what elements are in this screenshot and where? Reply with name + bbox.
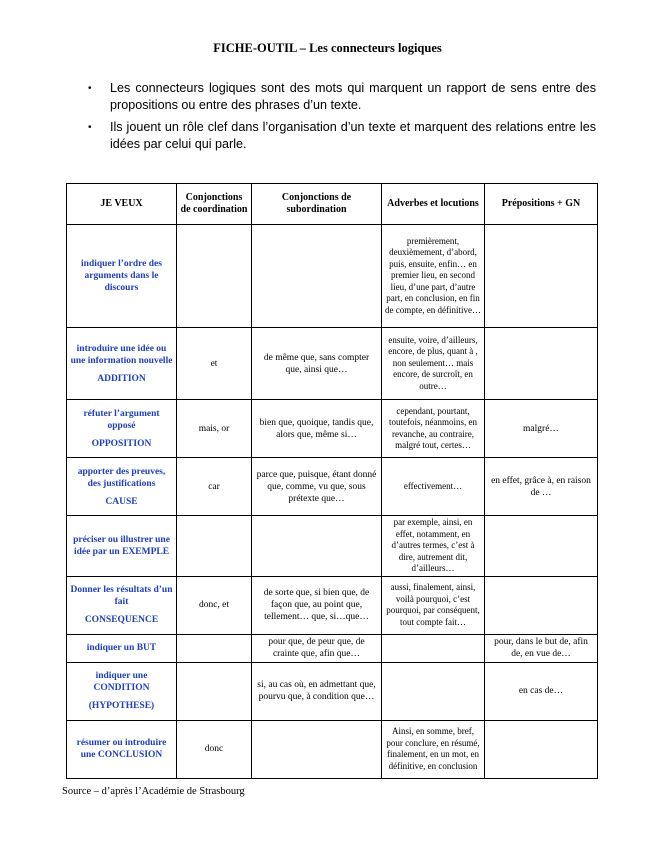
cell-want — [67, 516, 177, 577]
cell-subordination — [252, 225, 382, 328]
category-label: OPPOSITION — [91, 438, 152, 449]
header-adverbs: Adverbes et locutions — [382, 184, 485, 225]
want-text: introduire une idée ou une information nouvelle — [70, 343, 173, 366]
cell-adverbs — [382, 634, 485, 662]
header-prepositions: Prépositions + GN — [485, 184, 598, 225]
cell-adverbs — [382, 662, 485, 720]
table-row — [67, 328, 598, 400]
cell-coordination: car — [177, 458, 252, 516]
want-text: réfuter l’argument opposé — [83, 408, 160, 431]
cell-adverbs: par exemple, ainsi, en effet, notamment, en d’autres termes, c’est à dire, autrement dit, d’ailleurs… — [382, 516, 485, 577]
category-label: (HYPOTHESE) — [88, 701, 155, 711]
want-text: indiquer un BUT — [86, 643, 157, 653]
cell-subordination: pour que, de peur que, de crainte que, afin que… — [252, 634, 382, 662]
bullet-item — [88, 80, 596, 114]
cell-want — [67, 720, 177, 778]
header-subordination: Conjonctions de subordination — [252, 184, 382, 225]
cell-prepositions — [485, 720, 598, 778]
want-text: indiquer une CONDITION — [93, 671, 150, 693]
cell-coordination — [177, 225, 252, 328]
header-coordination: Conjonctions de coordination — [177, 184, 252, 225]
bullet-text: Ils jouent un rôle clef dans l’organisation d’un texte et marquent des relations entre les idées par celui qui parle. — [110, 120, 596, 151]
want-text: préciser ou illustrer une idée par un EXEMPLE — [73, 534, 170, 557]
table-row — [67, 634, 598, 662]
cell-adverbs: ensuite, voire, d’ailleurs, encore, de plus, quant à , non seulement… mais encore, de surcroît, en outre… — [382, 328, 485, 400]
table-row — [67, 662, 598, 720]
table-row — [67, 225, 598, 328]
cell-adverbs: effectivement… — [382, 458, 485, 516]
bullet-dot: • — [88, 122, 92, 133]
category-label: CONSEQUENCE — [84, 615, 159, 625]
cell-prepositions — [485, 576, 598, 634]
table-row — [67, 516, 598, 577]
bullet-item — [88, 119, 596, 153]
want-text: résumer ou introduire une CONCLUSION — [76, 738, 167, 760]
cell-coordination — [177, 634, 252, 662]
bullet-text: Les connecteurs logiques sont des mots qui marquent un rapport de sens entre des propositions ou entre des phrases d’un texte. — [110, 81, 596, 112]
cell-subordination: de sorte que, si bien que, de façon que, au point que, tellement… que, si…que… — [252, 576, 382, 634]
cell-coordination — [177, 516, 252, 577]
source-note: Source – d’après l’Académie de Strasbourg — [62, 786, 245, 797]
cell-prepositions — [485, 328, 598, 400]
cell-subordination — [252, 516, 382, 577]
want-text: indiquer l’ordre des arguments dans le discours — [81, 259, 162, 293]
table-header-row — [67, 184, 598, 225]
cell-subordination — [252, 720, 382, 778]
cell-adverbs: cependant, pourtant, toutefois, néanmoins, en revanche, au contraire, malgré tout, certes… — [382, 400, 485, 458]
cell-coordination: et — [177, 328, 252, 400]
cell-subordination: bien que, quoique, tandis que, alors que, même si… — [252, 400, 382, 458]
cell-want — [67, 328, 177, 400]
bullet-dot: • — [88, 83, 92, 94]
cell-want — [67, 634, 177, 662]
table-row — [67, 576, 598, 634]
cell-want — [67, 458, 177, 516]
table-row — [67, 458, 598, 516]
cell-want — [67, 400, 177, 458]
cell-prepositions: pour, dans le but de, afin de, en vue de… — [485, 634, 598, 662]
cell-coordination: donc, et — [177, 576, 252, 634]
cell-prepositions: en effet, grâce à, en raison de … — [485, 458, 598, 516]
category-label: ADDITION — [97, 373, 146, 384]
cell-subordination: si, au cas où, en admettant que, pourvu que, à condition que… — [252, 662, 382, 720]
cell-coordination: donc — [177, 720, 252, 778]
cell-adverbs: premièrement, deuxièmement, d’abord, puis, ensuite, enfin… en premier lieu, en second lieu, d’une part, d’autre part, en conclusion, en fin de compte, en définitive… — [382, 225, 485, 328]
cell-coordination — [177, 662, 252, 720]
cell-prepositions: malgré… — [485, 400, 598, 458]
table-row — [67, 720, 598, 778]
header-je-veux: JE VEUX — [67, 184, 177, 225]
cell-coordination: mais, or — [177, 400, 252, 458]
cell-adverbs: aussi, finalement, ainsi, voilà pourquoi, c’est pourquoi, par conséquent, tout compte fait… — [382, 576, 485, 634]
cell-prepositions — [485, 516, 598, 577]
cell-prepositions: en cas de… — [485, 662, 598, 720]
cell-want — [67, 662, 177, 720]
want-text: Donner les résultats d’un fait — [70, 585, 173, 607]
cell-subordination: de même que, sans compter que, ainsi que… — [252, 328, 382, 400]
category-label: CAUSE — [105, 496, 138, 507]
table-row — [67, 400, 598, 458]
want-text: apporter des preuves, des justifications — [77, 466, 166, 489]
connectors-table — [66, 183, 598, 779]
cell-subordination: parce que, puisque, étant donné que, comme, vu que, sous prétexte que… — [252, 458, 382, 516]
intro-bullet-list — [88, 80, 596, 158]
cell-want — [67, 576, 177, 634]
cell-adverbs: Ainsi, en somme, bref, pour conclure, en résumé, finalement, en un mot, en définitive, en conclusion — [382, 720, 485, 778]
cell-prepositions — [485, 225, 598, 328]
cell-want — [67, 225, 177, 328]
document-title: FICHE-OUTIL – Les connecteurs logiques — [213, 41, 442, 55]
